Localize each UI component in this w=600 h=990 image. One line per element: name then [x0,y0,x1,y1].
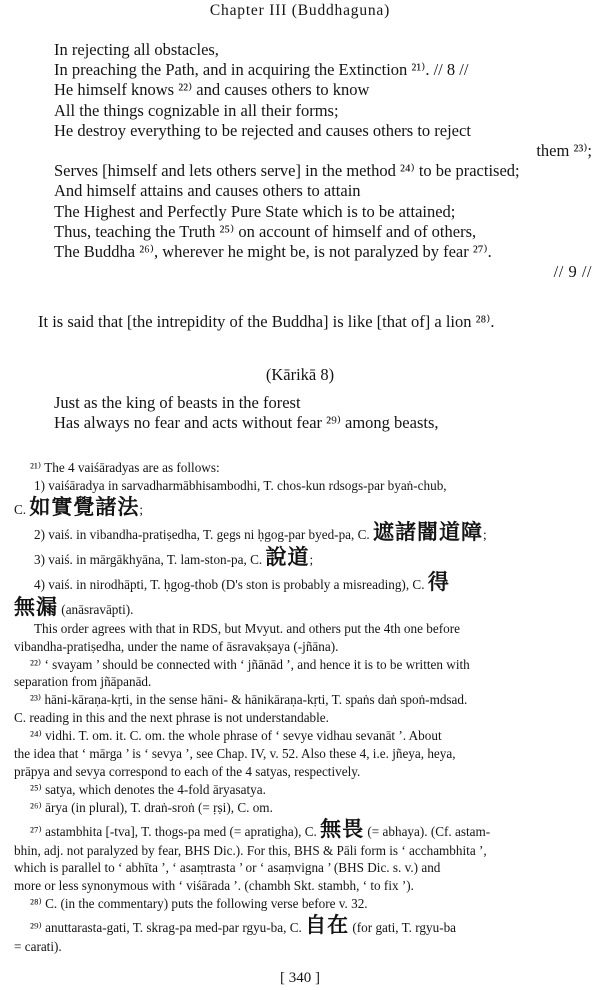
karika-heading: (Kārikā 8) [265,365,335,384]
commentary-paragraph: It is said that [the intrepidity of the Buddha] is like [that of] a lion ²⁸⁾. [38,312,495,331]
footnote-line: the idea that ‘ mārga ’ is ‘ sevya ’, see Chap. IV, v. 52. Also these 4, i.e. jñeya, heya, [14,746,456,762]
footnote-line: 1) vaiśāradya in sarvadharmābhisambodhi, T. chos-kun rdsogs-par byaṅ-chub, [34,477,447,493]
verse-number: // 9 // [553,262,592,282]
verse-line: He destroy everything to be rejected and causes others to reject [54,120,471,140]
footnote-line: ²⁷⁾ astambhita [-tva], T. thogs-pa med (= apratigha), C. 無畏 (= abhaya). (Cf. astam- [30,816,491,841]
verse-line: The Highest and Perfectly Pure State which is to be attained; [54,201,456,221]
verse-line: Has always no fear and acts without fear ²⁹⁾ among beasts, [54,413,439,433]
footnote-line: ²⁸⁾ C. (in the commentary) puts the following verse before v. 32. [30,896,368,912]
footnote-line: ²⁵⁾ satya, which denotes the 4-fold āryasatya. [30,781,266,797]
footnote-line: ²³⁾ hāni-kāraṇa-kṛti, in the sense hāni- & hānikāraṇa-kṛti, T. spaṅs daṅ spoṅ-mdsad. [30,692,468,708]
verse-block-2 [54,393,594,433]
footnote-line: ²²⁾ ‘ svayam ’ should be connected with ‘ jñānād ’, and hence it is to be written with [30,656,470,672]
footnote-line: ²⁶⁾ ārya (in plural), T. draṅ-sroṅ (= ṛṣi), C. om. [30,799,273,815]
verse-line: Just as the king of beasts in the forest [54,393,301,412]
footnote-line: This order agrees with that in RDS, but Mvyut. and others put the 4th one before [34,620,460,636]
footnote-line: more or less synonymous with ‘ viśārada ’. (chambh Skt. stambh, ‘ to fix ’). [14,878,414,894]
footnote-line: 無漏 (anāsravāpti). [14,594,134,619]
footnote-line: separation from jñāpanād. [14,674,152,690]
footnote-line: ²¹⁾ The 4 vaiśāradyas are as follows: [30,460,220,475]
footnote-line: 3) vaiś. in mārgākhyāna, T. lam-ston-pa, C. 說道; [34,544,314,569]
footnote-line: C. 如實覺諸法; [14,494,144,519]
footnote-line: ²⁹⁾ anuttarasta-gati, T. skrag-pa med-par rgyu-ba, C. 自在 (for gati, T. rgyu-ba [30,913,457,938]
footnote-line: = carati). [14,939,62,955]
verse-line: And himself attains and causes others to attain [54,181,361,201]
verse-line: All the things cognizable in all their forms; [54,100,339,120]
verse-line: The Buddha ²⁶⁾, wherever he might be, is not paralyzed by fear ²⁷⁾. [54,241,492,261]
page-header: Chapter III (Buddhaguna) [209,2,391,19]
verse-line: In preaching the Path, and in acquiring the Extinction ²¹⁾. // 8 // [54,60,469,80]
footnotes [14,459,586,956]
verse-line: them ²³⁾; [536,140,592,160]
footnote-line: vibandha-pratiṣedha, under the name of āsravakṣaya (-jñāna). [14,638,339,654]
footnote-line: which is parallel to ‘ abhīta ’, ‘ asaṃtrasta ’ or ‘ asaṃvigna ’ (BHS Dic. s. v.) and [14,860,441,876]
footnote-line: 2) vaiś. in vibandha-pratiṣedha, T. gegs ni ḥgog-par byed-pa, C. 遮諸闇道障; [34,519,487,544]
verse-line: Thus, teaching the Truth ²⁵⁾ on account of himself and of others, [54,221,477,241]
footnote-line: C. reading in this and the next phrase is not understandable. [14,710,329,726]
footnote-line: bhin, adj. not paralyzed by fear, BHS Dic.). For this, BHS & Pāli form is ‘ acchambhita ’, [14,842,487,858]
footnote-line: ²⁴⁾ vidhi. T. om. it. C. om. the whole phrase of ‘ sevye vidhau sevanāt ’. About [30,728,442,744]
verse-line: In rejecting all obstacles, [54,40,219,59]
verse-block-1 [54,40,594,282]
footnote-line: 4) vaiś. in nirodhāpti, T. ḥgog-thob (D's ston is probably a misreading), C. 得 [34,569,450,594]
verse-line: He himself knows ²²⁾ and causes others to know [54,80,370,100]
verse-line: Serves [himself and lets others serve] in the method ²⁴⁾ to be practised; [54,161,520,181]
footnote-line: prāpya and sevya correspond to each of the 4 satyas, respectively. [14,763,361,779]
page-number: [ 340 ] [280,970,320,986]
